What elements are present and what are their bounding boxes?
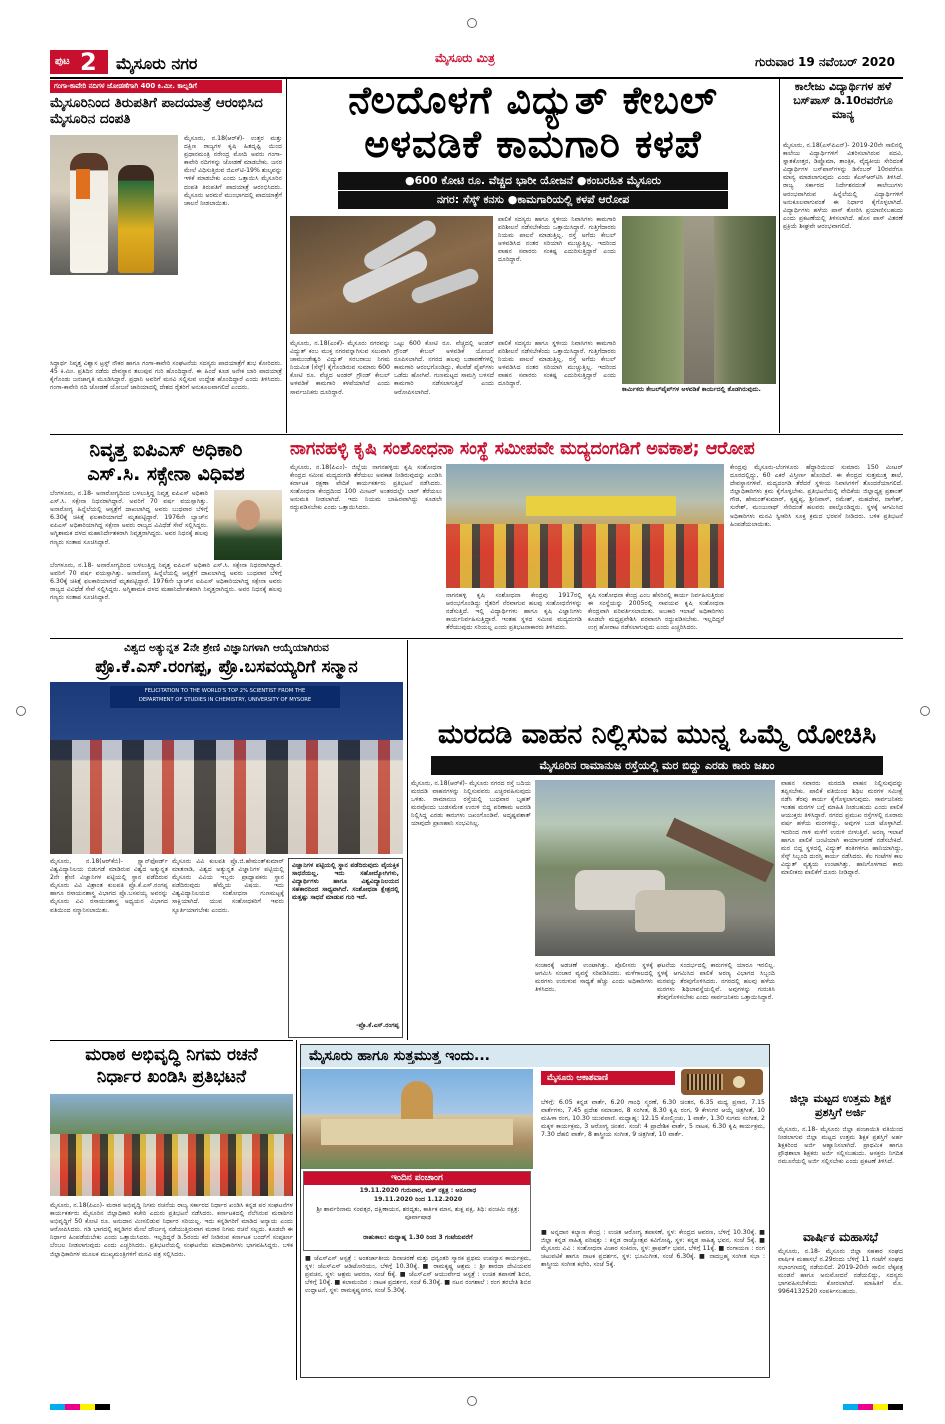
events-left: ■ ಜೆಎಸ್‌ಎಸ್ ಆಸ್ಪತ್ರೆ : ಅಂತರ್ಜಾತೀಯ ದಿನಾಚರಣೆ ಮತ್ತು ಧನ್ವಂತರಿ ಸ್ಮಾರಕ ಪ್ರಥಮ ಉಪನ್ಯಾಸ ಕಾರ್ಯಕ್ರಮ, ಸ್ಥಳ: ಜೆಎಸ್‌ಎಸ್ ಆಡಿಟೋರಿಯಂ, ಬೆಳಿಗ್ಗೆ 10.30ಕ್ಕೆ. ■ ರಾಮಕೃಷ್ಣ ಆಶ್ರಮ : ಶ್ರೀ ಶಾರದಾ ದೇವಿಯವರ ಪ್ರವಚನ, ಸ್ಥಳ: ಆಶ್ರಮ ಆವರಣ, ಸಂಜೆ 6ಕ್ಕೆ. ■ ಜೆಎಸ್‌ಎಸ್ ಆಯುರ್ವೇದ ಆಸ್ಪತ್ರೆ : ಉಚಿತ ತಪಾಸಣೆ ಶಿಬಿರ, ಬೆಳಿಗ್ಗೆ 10ಕ್ಕೆ. ■ ಕಲಾಮಂದಿರ : ನಾಟಕ ಪ್ರದರ್ಶನ, ಸಂಜೆ 6.30ಕ್ಕೆ. ■ ನಟನ ರಂಗಶಾಲೆ : ರಂಗ ತರಬೇತಿ ಶಿಬಿರ ಉದ್ಘಾಟನೆ, ಸ್ಥಳ: ರಾಮಕೃಷ್ಣನಗರ, ಸಂಜೆ 5.30ಕ್ಕೆ. xyxy=(305,1255,531,1295)
award-headline: ಜಿಲ್ಲಾ ಮಟ್ಟದ ಉತ್ತಮ ಶಿಕ್ಷಕ ಪ್ರಶಸ್ತಿಗೆ ಅರ್ಜಿ xyxy=(789,1092,892,1119)
tree-body-col: ವಾಹನ ಸವಾರರು ಮರದಡಿ ವಾಹನ ನಿಲ್ಲಿಸುವುದನ್ನು ತಪ್ಪಿಸಬೇಕು. ಪಾಲಿಕೆ ವತಿಯಿಂದ ಶಿಥಿಲ ಮರಗಳ ಸಮೀಕ್ಷೆ ನಡೆಸಿ ತೆರವು ಕಾರ್ಯ ಕೈಗೊಳ್ಳಲಾಗುವುದು. ಸಾರ್ವಜನಿಕರು ಇಂತಹ ಮರಗಳ ಬಗ್ಗೆ ಮಾಹಿತಿ ನೀಡಬಹುದು ಎಂದು ಪಾಲಿಕೆ ಆಯುಕ್ತರು ತಿಳಿಸಿದ್ದಾರೆ. ನಗರದ ಪ್ರಮುಖ ರಸ್ತೆಗಳಲ್ಲಿ ನೂರಾರು ವರ್ಷ ಹಳೆಯ ಮರಗಳಿದ್ದು, ಅವುಗಳ ಬುಡ ಟೊಳ್ಳಾಗಿದೆ. ಇದರಿಂದ ಗಾಳಿ ಮಳೆಗೆ ಉರುಳಿ ಬೀಳುತ್ತಿವೆ. ಅರಣ್ಯ ಇಲಾಖೆ ಹಾಗೂ ಪಾಲಿಕೆ ಜಂಟಿಯಾಗಿ ಕಾರ್ಯಾಚರಣೆ ನಡೆಸಬೇಕಿದೆ. ಮರ ಬಿದ್ದ ಸ್ಥಳದಲ್ಲಿ ವಿದ್ಯುತ್ ತಂತಿಗಳಿಗೂ ಹಾನಿಯಾಗಿದ್ದು, ಸೆಸ್ಕ್ ಸಿಬ್ಬಂದಿ ದುರಸ್ತಿ ಕಾರ್ಯ ನಡೆಸಿದರು. ಕೆಲ ಗಂಟೆಗಳ ಕಾಲ ವಿದ್ಯುತ್ ವ್ಯತ್ಯಯ ಉಂಟಾಗಿತ್ತು. ಹಾನಿಗೊಳಗಾದ ಕಾರು ಮಾಲೀಕರು ಪಾಲಿಕೆಗೆ ದೂರು ನೀಡಿದ್ದಾರೆ. xyxy=(781,780,903,877)
palace-photo xyxy=(301,1069,533,1169)
col-divider-3 xyxy=(407,640,408,1040)
col-divider-2 xyxy=(779,78,780,433)
panchanga-title-bar xyxy=(304,1172,530,1185)
story-maratha xyxy=(50,1044,293,1378)
ips-headline-1: ನಿವೃತ್ತ ಐಪಿಎಸ್ ಅಧಿಕಾರಿ xyxy=(89,439,243,461)
cable-body-mid: ಒಟ್ಟು 600 ಕೋಟಿ ರೂ. ವೆಚ್ಚದಲ್ಲಿ ಅಂಡರ್ ಗ್ರೌಂಡ್ ಕೇಬಲ್ ಅಳವಡಿಕೆ ಯೋಜನೆ ರೂಪಿಸಲಾಗಿದೆ. ನಗರದ ಹಲವು ಬಡಾವಣೆಗಳಲ್ಲಿ ಕಾಮಗಾರಿ ಆರಂಭಗೊಂಡಿದ್ದು, ಕೆಲವೆಡೆ ಪೈಪ್‌ಗಳು ಒಡೆದು ಹೋಗಿವೆ. ಗುಣಮಟ್ಟದ ಸಾಮಗ್ರಿ ಬಳಸದೆ ಕಾಮಗಾರಿ ನಡೆಸಲಾಗುತ್ತಿದೆ ಎಂದು ಆರೋಪಿಸಲಾಗಿದೆ. xyxy=(394,340,494,396)
cable-subhead-2: ನಗರ: ಸೆಸ್ಕ್ ಕನಸು ●ಕಾಮಗಾರಿಯಲ್ಲಿ ಕಳಪೆ ಆರೋಪ xyxy=(338,191,728,209)
sci-quote: ವಿಜ್ಞಾನಿಗಳ ಪಟ್ಟಿಯಲ್ಲಿ ಸ್ಥಾನ ಪಡೆದಿರುವುದು ವೈಯಕ್ತಿಕ ಸಾಧನೆಯಲ್ಲ. ಇದು ಸಹೋದ್ಯೋಗಿಗಳು, ವಿದ್ಯಾರ್ಥಿಗಳು ಹಾಗೂ ವಿಶ್ವವಿದ್ಯಾನಿಲಯದ ಸಹಕಾರದಿಂದ ಸಾಧ್ಯವಾಗಿದೆ. ಸಂಶೋಧನಾ ಕ್ಷೇತ್ರದಲ್ಲಿ ಮತ್ತಷ್ಟು ಸಾಧನೆ ಮಾಡುವ ಗುರಿ ಇದೆ. xyxy=(292,862,399,902)
issue-date: ಗುರುವಾರ 19 ನವೆಂಬರ್ 2020 xyxy=(755,55,895,69)
naga-body-left: ಮೈಸೂರು, ನ.18(ಪಿಎಂ)- ಜಿಲ್ಲೆಯ ನಾಗನಹಳ್ಳಿಯ ಕೃಷಿ ಸಂಶೋಧನಾ ಕೇಂದ್ರದ ಸಮೀಪ ಮದ್ಯದಂಗಡಿ ತೆರೆಯಲು ಅವಕಾಶ ನೀಡಿರುವುದನ್ನು ಖಂಡಿಸಿ ಕರ್ನಾಟಕ ರಕ್ಷಣಾ ವೇದಿಕೆ ಕಾರ್ಯಕರ್ತರು ಪ್ರತಿಭಟನೆ ನಡೆಸಿದರು. ಸಂಶೋಧನಾ ಕೇಂದ್ರದಿಂದ 100 ಮೀಟರ್ ಅಂತರದಲ್ಲೇ ಬಾರ್ ತೆರೆಯಲು ಅನುಮತಿ ನೀಡಲಾಗಿದೆ. ಇದು ನಿಯಮ ಬಾಹಿರವಾಗಿದ್ದು ಕೂಡಲೇ ರದ್ದುಪಡಿಸಬೇಕು ಎಂದು ಒತ್ತಾಯಿಸಿದರು. xyxy=(290,464,442,512)
tree-body-right: ಘಟನೆಯ ಸಂದರ್ಭದಲ್ಲಿ ಕಾರುಗಳಲ್ಲಿ ಯಾರೂ ಇರಲಿಲ್ಲ. ಸ್ಥಳಕ್ಕೆ ಆಗಮಿಸಿದ ಪಾಲಿಕೆ ಅರಣ್ಯ ವಿಭಾಗದ ಸಿಬ್ಬಂದಿ ಮರವನ್ನು ತೆರವುಗೊಳಿಸಿದರು. ನಗರದಲ್ಲಿ ಹಲವು ಹಳೆಯ ಮರಗಳು ಶಿಥಿಲಾವಸ್ಥೆಯಲ್ಲಿವೆ. ಅವುಗಳನ್ನು ಗುರುತಿಸಿ ತೆರವುಗೊಳಿಸಬೇಕು ಎಂದು ಸಾರ್ವಜನಿಕರು ಒತ್ತಾಯಿಸಿದ್ದಾರೆ. xyxy=(657,962,775,1002)
story-tree xyxy=(411,718,903,1038)
cable-body-mid-top: ಪಾಲಿಕೆ ಸದಸ್ಯರು ಹಾಗೂ ಸ್ಥಳೀಯ ನಿವಾಸಿಗಳು ಕಾಮಗಾರಿ ಪರಿಶೀಲನೆ ನಡೆಸಬೇಕೆಂದು ಒತ್ತಾಯಿಸಿದ್ದಾರೆ. ಗುತ್ತಿಗೆದಾರರು ನಿಯಮ ಪಾಲನೆ ಮಾಡುತ್ತಿಲ್ಲ. ರಸ್ತೆ ಅಗೆದು ಕೇಬಲ್ ಅಳವಡಿಸಿದ ನಂತರ ಸರಿಯಾಗಿ ಮುಚ್ಚುತ್ತಿಲ್ಲ. ಇದರಿಂದ ವಾಹನ ಸವಾರರು ಸಂಕಷ್ಟ ಎದುರಿಸುತ್ತಿದ್ದಾರೆ ಎಂದು ದೂರಿದ್ದಾರೆ. xyxy=(498,216,616,264)
bus-headline: ಕಾಲೇಜು ವಿದ್ಯಾರ್ಥಿಗಳ ಹಳೆ ಬಸ್‌ಪಾಸ್ ಡಿ.10ರವರೆಗೂ ಮಾನ್ಯ xyxy=(793,80,893,121)
tree-photo xyxy=(535,780,775,956)
cable-caption: ಕಾರ್ಮಿಕರು ಕೇಬಲ್‌ಪೈಪ್‌ಗಳ ಅಳವಡಿಕೆ ಕಾರ್ಯದಲ್ಲಿ ತೊಡಗಿರುವುದು. xyxy=(622,386,761,393)
banner-line-2: DEPARTMENT OF STUDIES IN CHEMISTRY, UNIVERSITY OF MYSORE xyxy=(138,697,312,703)
maratha-headline-1: ಮರಾಠ ಅಭಿವೃದ್ಧಿ ನಿಗಮ ರಚನೆ xyxy=(85,1045,258,1065)
pilgrim-headline: ಮೈಸೂರಿನಿಂದ ತಿರುಪತಿಗೆ ಪಾದಯಾತ್ರೆ ಆರಂಭಿಸಿದ ಮೈಸೂರಿನ ದಂಪತಿ xyxy=(50,95,263,127)
cable-body-left: ಮೈಸೂರು, ನ.18(ಎಂಕೆ)- ಮೈಸೂರು ನಗರವನ್ನು ವಿದ್ಯುತ್ ಕಂಬ ಮುಕ್ತ ನಗರವನ್ನಾಗಿಸುವ ಸಲುವಾಗಿ ಚಾಮುಂಡೇಶ್ವರಿ ವಿದ್ಯುತ್ ಸರಬರಾಜು ನಿಗಮ ನಿಯಮಿತ (ಸೆಸ್ಕ್) ಕೈಗೊಂಡಿರುವ ಸುಮಾರು 600 ಕೋಟಿ ರೂ. ವೆಚ್ಚದ ಅಂಡರ್ ಗ್ರೌಂಡ್ ಕೇಬಲ್ ಅಳವಡಿಕೆ ಕಾಮಗಾರಿ ಕಳಪೆಯಾಗಿದೆ ಎಂದು ಸಾರ್ವಜನಿಕರು ದೂರಿದ್ದಾರೆ. xyxy=(290,340,390,396)
pilgrim-body-full: ಸಿದ್ದಾರ್ಥ ನಿವೃತ್ತ ವಿಶ್ವಾಸ ಟ್ರಸ್ಟ್ ನೌಕರ ಹಾಗೂ ಗಂಗಾ-ಕಾವೇರಿ ಸಂಘಟನೆಯ ಸದಸ್ಯರು ಪಾದಯಾತ್ರೆಗೆ ಶುಭ ಕೋರಿದರು. 45 ಕಿ.ಮೀ. ಪ್ರತಿದಿನ ನಡೆದು ದೇವಸ್ಥಾನ ತಲುಪುವ ಗುರಿ ಹೊಂದಿದ್ದಾರೆ. ಈ ಹಿಂದೆ ಕೂಡ ಅನೇಕ ಬಾರಿ ಪಾದಯಾತ್ರೆ ಕೈಗೊಂಡು ಜನಜಾಗೃತಿ ಮೂಡಿಸಿದ್ದಾರೆ. ಪ್ರಧಾನಿ ಅವರಿಗೆ ಮನವಿ ಸಲ್ಲಿಸುವ ಉದ್ದೇಶ ಹೊಂದಿದ್ದಾರೆ ಎಂದು ತಿಳಿಸಿದರು. ಗಂಗಾ-ಕಾವೇರಿ ನದಿ ಜೋಡಣೆ ಯೋಜನೆ ಜಾರಿಯಾದಲ್ಲಿ ದೇಶದ ರೈತರಿಗೆ ಅನುಕೂಲವಾಗಲಿದೆ ಎಂದರು. xyxy=(50,360,282,392)
sci-quote-author: -ಪ್ರೊ.ಕೆ.ಎಸ್.ರಂಗಪ್ಪ xyxy=(356,1022,399,1029)
tree-body-bottom: ಸಂಚಾರಕ್ಕೆ ಅಡಚಣೆ ಉಂಟಾಗಿತ್ತು. ಪೊಲೀಸರು ಸ್ಥಳಕ್ಕೆ ಆಗಮಿಸಿ ಸಂಚಾರ ವ್ಯವಸ್ಥೆ ಸರಿಪಡಿಸಿದರು. ಮಳೆಗಾಲದಲ್ಲಿ ಮರಗಳು ಉರುಳುವ ಸಾಧ್ಯತೆ ಹೆಚ್ಚು ಎಂದು ಅಧಿಕಾರಿಗಳು ತಿಳಿಸಿದರು. xyxy=(535,962,653,994)
panchanga-line-4: ರಾಹುಕಾಲ: ಮಧ್ಯಾಹ್ನ 1.30 ರಿಂದ 3 ಗಂಟೆಯವರೆಗೆ xyxy=(363,1234,473,1241)
car-2 xyxy=(635,890,725,932)
tree-headline: ಮರದಡಿ ವಾಹನ ನಿಲ್ಲಿಸುವ ಮುನ್ನ ಒಮ್ಮೆ ಯೋಚಿಸಿ xyxy=(437,719,877,750)
hrule-1 xyxy=(50,434,903,435)
masthead xyxy=(50,48,903,78)
naga-photo xyxy=(446,464,724,588)
naga-body-right: ಕೇಂದ್ರವು ಮೈಸೂರು-ಬೆಂಗಳೂರು ಹೆದ್ದಾರಿಯಿಂದ ಸುಮಾರು 150 ಮೀಟರ್ ದೂರದಲ್ಲಿದ್ದು, 60 ಎಕರೆ ವಿಸ್ತೀರ್ಣ ಹೊಂದಿದೆ. ಈ ಕೇಂದ್ರದ ಸುತ್ತಮುತ್ತ ಶಾಲೆ, ದೇವಸ್ಥಾನಗಳಿವೆ. ಮದ್ಯದಂಗಡಿ ತೆರೆದರೆ ಸ್ಥಳೀಯ ನಿವಾಸಿಗಳಿಗೆ ತೊಂದರೆಯಾಗಲಿದೆ. ಜಿಲ್ಲಾಧಿಕಾರಿಗಳು ಕ್ರಮ ಕೈಗೊಳ್ಳಬೇಕು. ಪ್ರತಿಭಟನೆಯಲ್ಲಿ ವೇದಿಕೆಯ ಜಿಲ್ಲಾಧ್ಯಕ್ಷ ಪ್ರಶಾಂತ್ ಗೌಡ, ಹೇಮಂತ್‌ಕುಮಾರ್, ಕೃಷ್ಣಪ್ಪ, ಶ್ರೀನಿವಾಸ್, ರಮೇಶ್, ಮಹದೇವ, ನಾಗೇಶ್, ಸುರೇಶ್, ಮಂಜುನಾಥ್ ಸೇರಿದಂತೆ ಹಲವರು ಪಾಲ್ಗೊಂಡಿದ್ದರು. ಸ್ಥಳಕ್ಕೆ ಆಗಮಿಸಿದ ಅಧಿಕಾರಿಗಳು ಮನವಿ ಸ್ವೀಕರಿಸಿ ಸೂಕ್ತ ಕ್ರಮದ ಭರವಸೆ ನೀಡಿದರು. ಬಳಿಕ ಪ್ರತಿಭಟನೆ ಹಿಂಪಡೆಯಲಾಯಿತು. xyxy=(730,464,903,528)
section-title: ಮೈಸೂರು ನಗರ xyxy=(116,54,198,73)
hrule-3 xyxy=(50,1040,293,1041)
radio-speaker xyxy=(687,1074,723,1090)
registration-mark-bottom xyxy=(467,1396,477,1406)
col-divider-4 xyxy=(296,1040,297,1380)
col-divider xyxy=(286,78,287,433)
sci-body-2: ಮೈಸೂರು ವಿವಿ ಕುಲಪತಿ ಪ್ರೊ.ಜಿ.ಹೇಮಂತ್‌ಕುಮಾರ್ ಮಾತನಾಡಿ, ವಿಶ್ವದ ಅತ್ಯುನ್ನತ ವಿಜ್ಞಾನಿಗಳ ಪಟ್ಟಿಯಲ್ಲಿ ಮೈಸೂರು ವಿವಿಯ ಇಬ್ಬರು ಪ್ರಾಧ್ಯಾಪಕರು ಸ್ಥಾನ ಪಡೆದಿರುವುದು ಹೆಮ್ಮೆಯ ವಿಷಯ. ಇದು ವಿಶ್ವವಿದ್ಯಾನಿಲಯದ ಸಂಶೋಧನಾ ಗುಣಮಟ್ಟಕ್ಕೆ ಸಾಕ್ಷಿಯಾಗಿದೆ. ಯುವ ಸಂಶೋಧಕರಿಗೆ ಇವರು ಸ್ಫೂರ್ತಿಯಾಗಬೇಕು ಎಂದರು. xyxy=(172,858,284,914)
pilgrim-photo xyxy=(50,135,178,275)
page-number: 2 xyxy=(80,48,97,76)
figure-woman xyxy=(118,165,154,273)
story-bus xyxy=(783,80,903,433)
today-title: ಮೈಸೂರು ಹಾಗೂ ಸುತ್ತಮುತ್ತ ಇಂದು... xyxy=(309,1048,490,1064)
banner-line-1: FELICITATION TO THE WORLD'S TOP 2% SCIENTIST FROM THE xyxy=(144,688,306,694)
figure-man-scarf xyxy=(76,169,90,199)
trench xyxy=(684,216,714,384)
panchanga-box xyxy=(303,1171,531,1251)
ips-body-top: ಬೆಂಗಳೂರು, ನ.18- ಅನಾರೋಗ್ಯದಿಂದ ಬಳಲುತ್ತಿದ್ದ ನಿವೃತ್ತ ಐಪಿಎಸ್ ಅಧಿಕಾರಿ ಎಸ್.ಸಿ. ಸಕ್ಸೇನಾ ನಿಧನರಾಗಿದ್ದಾರೆ. ಅವರಿಗೆ 70 ವರ್ಷ ವಯಸ್ಸಾಗಿತ್ತು. ಅನಾರೋಗ್ಯ ಹಿನ್ನೆಲೆಯಲ್ಲಿ ಆಸ್ಪತ್ರೆಗೆ ದಾಖಲಾಗಿದ್ದ ಅವರು ಬುಧವಾರ ಬೆಳಿಗ್ಗೆ 6.30ಕ್ಕೆ ಚಿಕಿತ್ಸೆ ಫಲಕಾರಿಯಾಗದೆ ಮೃತಪಟ್ಟಿದ್ದಾರೆ. 1976ನೇ ಬ್ಯಾಚ್‌ನ ಐಪಿಎಸ್ ಅಧಿಕಾರಿಯಾಗಿದ್ದ ಸಕ್ಸೇನಾ ಅವರು ರಾಜ್ಯದ ವಿವಿಧೆಡೆ ಸೇವೆ ಸಲ್ಲಿಸಿದ್ದರು. ಅಗ್ನಿಶಾಮಕ ದಳದ ಮಹಾನಿರ್ದೇಶಕರಾಗಿ ನಿವೃತ್ತರಾಗಿದ್ದರು. ಅವರ ನಿಧನಕ್ಕೆ ಹಲವು ಗಣ್ಯರು ಸಂತಾಪ ಸೂಚಿಸಿದ್ದಾರೆ. xyxy=(50,490,208,546)
cable-subhead-1: ●600 ಕೋಟಿ ರೂ. ವೆಚ್ಚದ ಭಾರೀ ಯೋಜನೆ ●ಕಂಬರಹಿತ ಮೈಸೂರು xyxy=(338,172,728,190)
sci-body: ಮೈಸೂರು, ನ.18(ಆರ್‌ಕೆಬಿ)- ಸ್ಟ್ಯಾನ್‌ಫೋರ್ಡ್ ವಿಶ್ವವಿದ್ಯಾನಿಲಯ ಬಿಡುಗಡೆ ಮಾಡಿರುವ ವಿಶ್ವದ ಅತ್ಯುನ್ನತ 2ನೇ ಶ್ರೇಣಿ ವಿಜ್ಞಾನಿಗಳ ಪಟ್ಟಿಯಲ್ಲಿ ಸ್ಥಾನ ಪಡೆದಿರುವ ಮೈಸೂರು ವಿವಿ ವಿಶ್ರಾಂತ ಕುಲಪತಿ ಪ್ರೊ.ಕೆ.ಎಸ್.ರಂಗಪ್ಪ ಹಾಗೂ ರಸಾಯನಶಾಸ್ತ್ರ ವಿಭಾಗದ ಪ್ರೊ.ಬಸವಯ್ಯ ಅವರನ್ನು ಮೈಸೂರು ವಿವಿ ರಸಾಯನಶಾಸ್ತ್ರ ಅಧ್ಯಯನ ವಿಭಾಗದ ವತಿಯಿಂದ ಸನ್ಮಾನಿಸಲಾಯಿತು. xyxy=(50,858,168,914)
radio-icon xyxy=(681,1069,763,1095)
cable-photo-pipes xyxy=(290,216,493,334)
story-pilgrim xyxy=(50,80,282,433)
ips-headline-2: ಎಸ್.ಸಿ. ಸಕ್ಸೇನಾ ವಿಧಿವಶ xyxy=(87,463,245,485)
palace-dome xyxy=(401,1081,433,1121)
maratha-headline-2: ನಿರ್ಧಾರ ಖಂಡಿಸಿ ಪ್ರತಿಭಟನೆ xyxy=(96,1067,247,1087)
sci-photo xyxy=(50,682,403,854)
sci-kicker: ವಿಶ್ವದ ಅತ್ಯುನ್ನತ 2ನೇ ಶ್ರೇಣಿ ವಿಜ್ಞಾನಿಗಳಾಗಿ ಆಯ್ಕೆಯಾಗಿರುವ xyxy=(124,642,329,654)
palace-body xyxy=(321,1119,513,1145)
naga-body-bottom: ಕೃಷಿ ಸಂಶೋಧನಾ ಕೇಂದ್ರ ಎಂಬ ಹೆಸರಿನಲ್ಲಿ ಕಾರ್ಯ ನಿರ್ವಹಿಸುತ್ತಿರುವ ಈ ಸಂಸ್ಥೆಯನ್ನು 2005ರಲ್ಲಿ ಸಾವಯವ ಕೃಷಿ ಸಂಶೋಧನಾ ಕೇಂದ್ರವಾಗಿ ಪರಿವರ್ತಿಸಲಾಯಿತು. ಅಬಕಾರಿ ಇಲಾಖೆ ಅಧಿಕಾರಿಗಳು ಕೂಡಲೇ ಮಧ್ಯಪ್ರವೇಶಿಸಿ ಪರವಾನಗಿ ರದ್ದುಪಡಿಸಬೇಕು. ಇಲ್ಲದಿದ್ದರೆ ಉಗ್ರ ಹೋರಾಟ ನಡೆಸಲಾಗುವುದು ಎಂದು ಎಚ್ಚರಿಸಿದರು. xyxy=(588,592,724,632)
story-naganahalli xyxy=(290,438,903,636)
panchanga-line-1: 19.11.2020 ಗುರುವಾರ, ಮಕ್ ನಕ್ಷತ್ರ : ಅನೂರಾಧ xyxy=(359,1187,477,1194)
registration-mark-left xyxy=(16,706,26,716)
pilgrim-body-side: ಮೈಸೂರು, ನ.18(ಆರ್‌ಕೆ)- ಉತ್ತರ ಮತ್ತು ದಕ್ಷಿಣ ರಾಜ್ಯಗಳ ಕೃಷಿ ಹಿತದೃಷ್ಟಿ ಯಿಂದ ಪ್ರಧಾನಮಂತ್ರಿ ನರೇಂದ್ರ ಮೋದಿ ಅವರು ಗಂಗಾ-ಕಾವೇರಿ ನದಿಗಳನ್ನು ಜೋಡಣೆ ಮಾಡಬೇಕು. ಜನರ ಮೇಲೆ ವಿಧಿಸುತ್ತಿರುವ ಜಿಎಸ್‌ಟಿ-19% ಶುಲ್ಕವನ್ನು ಇಳಿಕೆ ಮಾಡಬೇಕು ಎಂದು ಒತ್ತಾಯಿಸಿ ಮೈಸೂರಿನ ದಂಪತಿ ತಿರುಪತಿಗೆ ಪಾದಯಾತ್ರೆ ಆರಂಭಿಸಿದರು. ಮೈಸೂರು ಅರಮನೆ ಮುಂಭಾಗದಲ್ಲಿ ಪಾದಯಾತ್ರೆಗೆ ಚಾಲನೆ ನೀಡಲಾಯಿತು. xyxy=(184,135,282,207)
ips-body: ಬೆಂಗಳೂರು, ನ.18- ಅನಾರೋಗ್ಯದಿಂದ ಬಳಲುತ್ತಿದ್ದ ನಿವೃತ್ತ ಐಪಿಎಸ್ ಅಧಿಕಾರಿ ಎಸ್.ಸಿ. ಸಕ್ಸೇನಾ ನಿಧನರಾಗಿದ್ದಾರೆ. ಅವರಿಗೆ 70 ವರ್ಷ ವಯಸ್ಸಾಗಿತ್ತು. ಅನಾರೋಗ್ಯ ಹಿನ್ನೆಲೆಯಲ್ಲಿ ಆಸ್ಪತ್ರೆಗೆ ದಾಖಲಾಗಿದ್ದ ಅವರು ಬುಧವಾರ ಬೆಳಿಗ್ಗೆ 6.30ಕ್ಕೆ ಚಿಕಿತ್ಸೆ ಫಲಕಾರಿಯಾಗದೆ ಮೃತಪಟ್ಟಿದ್ದಾರೆ. 1976ನೇ ಬ್ಯಾಚ್‌ನ ಐಪಿಎಸ್ ಅಧಿಕಾರಿಯಾಗಿದ್ದ ಸಕ್ಸೇನಾ ಅವರು ರಾಜ್ಯದ ವಿವಿಧೆಡೆ ಸೇವೆ ಸಲ್ಲಿಸಿದ್ದರು. ಅಗ್ನಿಶಾಮಕ ದಳದ ಮಹಾನಿರ್ದೇಶಕರಾಗಿ ನಿವೃತ್ತರಾಗಿದ್ದರು. ಅವರ ನಿಧನಕ್ಕೆ ಹಲವು ಗಣ್ಯರು ಸಂತಾಪ ಸೂಚಿಸಿದ್ದಾರೆ. xyxy=(50,562,282,602)
radio-title: ಮೈಸೂರು ಆಕಾಶವಾಣಿ xyxy=(547,1073,608,1083)
panchanga-title: ಇಂದಿನ ಪಂಚಾಂಗ xyxy=(391,1173,443,1183)
tree-body-left: ಮೈಸೂರು, ನ.18(ಆರ್‌ಕೆ)- ಮೈಸೂರು ನಗರದ ರಸ್ತೆ ಬದಿಯ ಮರದಡಿ ವಾಹನಗಳನ್ನು ನಿಲ್ಲಿಸುವವರು ಎಚ್ಚರವಹಿಸುವುದು ಒಳಿತು. ರಾಮಾನುಜ ರಸ್ತೆಯಲ್ಲಿ ಬುಧವಾರ ಬೃಹತ್ ಮರವೊಂದು ಬುಡಸಮೇತ ಉರುಳಿ ಬಿದ್ದ ಪರಿಣಾಮ ಅದರಡಿ ನಿಲ್ಲಿಸಿದ್ದ ಎರಡು ಕಾರುಗಳು ಜಖಂಗೊಂಡಿವೆ. ಅದೃಷ್ಟವಶಾತ್ ಯಾವುದೇ ಪ್ರಾಣಹಾನಿ ಸಂಭವಿಸಿಲ್ಲ. xyxy=(411,780,531,828)
panchanga-line-2: 19.11.2020 ರಿಂದ 1.12.2020 xyxy=(373,1196,463,1203)
meeting-body: ಮೈಸೂರು, ನ.18- ಮೈಸೂರು ಜಿಲ್ಲಾ ಸಹಕಾರ ಸಂಘದ ವಾರ್ಷಿಕ ಮಹಾಸಭೆ ನ.29ರಂದು ಬೆಳಿಗ್ಗೆ 11 ಗಂಟೆಗೆ ಸಂಘದ ಸಭಾಂಗಣದಲ್ಲಿ ನಡೆಯಲಿದೆ. 2019-20ನೇ ಸಾಲಿನ ಲೆಕ್ಕಪತ್ರ ಮಂಡನೆ ಹಾಗೂ ಅನುಮೋದನೆ ನಡೆಯಲಿದ್ದು, ಸದಸ್ಯರು ಭಾಗವಹಿಸಬೇಕೆಂದು ಕೋರಲಾಗಿದೆ. ಮಾಹಿತಿಗೆ ಮೊ. 9964132520 ಸಂಪರ್ಕಿಸಬಹುದು. xyxy=(778,1248,903,1296)
registration-mark-top xyxy=(467,18,477,28)
story-scientists xyxy=(50,642,403,1038)
banner xyxy=(526,496,676,516)
page-badge xyxy=(50,50,108,74)
maratha-photo xyxy=(50,1094,293,1196)
meeting-headline: ವಾರ್ಷಿಕ ಮಹಾಸಭೆ xyxy=(803,1230,878,1244)
sci-headline: ಪ್ರೊ.ಕೆ.ಎಸ್.ರಂಗಪ್ಪ, ಪ್ರೊ.ಬಸವಯ್ಯರಿಗೆ ಸನ್ಮಾನ xyxy=(95,657,358,677)
cable-photo-trench xyxy=(622,216,776,384)
registration-mark-right xyxy=(920,706,930,716)
award-body: ಮೈಸೂರು, ನ.18- ಮೈಸೂರು ಜಿಲ್ಲಾ ಪಂಚಾಯಿತಿ ವತಿಯಿಂದ ನೀಡಲಾಗುವ ಜಿಲ್ಲಾ ಮಟ್ಟದ ಉತ್ತಮ ಶಿಕ್ಷಕ ಪ್ರಶಸ್ತಿಗೆ ಅರ್ಹ ಶಿಕ್ಷಕರಿಂದ ಅರ್ಜಿ ಆಹ್ವಾನಿಸಲಾಗಿದೆ. ಪ್ರಾಥಮಿಕ ಹಾಗೂ ಪ್ರೌಢಶಾಲಾ ಶಿಕ್ಷಕರು ಅರ್ಜಿ ಸಲ್ಲಿಸಬಹುದು. ಆಸಕ್ತರು ನಿಗದಿತ ನಮೂನೆಯಲ್ಲಿ ಅರ್ಜಿ ಸಲ್ಲಿಸಬೇಕು ಎಂದು ಪ್ರಕಟಣೆ ತಿಳಿಸಿದೆ. xyxy=(778,1126,903,1166)
ips-portrait xyxy=(214,490,282,560)
color-bar-right xyxy=(843,1404,903,1410)
story-award xyxy=(778,1044,903,1378)
story-ips xyxy=(50,438,282,636)
fallen-trunk xyxy=(666,818,774,883)
color-bar-left xyxy=(50,1404,110,1410)
naga-headline: ನಾಗನಹಳ್ಳಿ ಕೃಷಿ ಸಂಶೋಧನಾ ಸಂಸ್ಥೆ ಸಮೀಪವೇ ಮದ್ಯದಂಗಡಿಗೆ ಅವಕಾಶ; ಆರೋಪ xyxy=(290,439,755,459)
tree-subhead: ಮೈಸೂರಿನ ರಾಮಾನುಜ ರಸ್ತೆಯಲ್ಲಿ ಮರ ಬಿದ್ದು ಎರಡು ಕಾರು ಜಖಂ xyxy=(431,756,883,775)
events-right: ■ ಅನ್ನದಾನ ಕಲ್ಯಾಣ ಕೇಂದ್ರ : ಉಚಿತ ಆರೋಗ್ಯ ತಪಾಸಣೆ, ಸ್ಥಳ: ಕೇಂದ್ರದ ಆವರಣ, ಬೆಳಿಗ್ಗೆ 10.30ಕ್ಕೆ. ■ ಜಿಲ್ಲಾ ಕನ್ನಡ ಸಾಹಿತ್ಯ ಪರಿಷತ್ತು : ಕನ್ನಡ ರಾಜ್ಯೋತ್ಸವ ಕವಿಗೋಷ್ಠಿ, ಸ್ಥಳ: ಕನ್ನಡ ಸಾಹಿತ್ಯ ಭವನ, ಸಂಜೆ 5ಕ್ಕೆ. ■ ಮೈಸೂರು ವಿವಿ : ಸಂಶೋಧನಾ ವಿಚಾರ ಸಂಕಿರಣ, ಸ್ಥಳ: ಕ್ರಾಫರ್ಡ್ ಭವನ, ಬೆಳಿಗ್ಗೆ 11ಕ್ಕೆ. ■ ರಂಗಾಯಣ : ರಂಗ ಚಟುವಟಿಕೆ ಹಾಗೂ ನಾಟಕ ಪ್ರದರ್ಶನ, ಸ್ಥಳ: ಭೂಮಿಗೀತ, ಸಂಜೆ 6.30ಕ್ಕೆ. ■ ನಾದಬ್ರಹ್ಮ ಸಂಗೀತ ಸಭಾ : ಶಾಸ್ತ್ರೀಯ ಸಂಗೀತ ಕಛೇರಿ, ಸಂಜೆ 5ಕ್ಕೆ. xyxy=(541,1229,765,1269)
maratha-body: ಮೈಸೂರು, ನ.18(ಪಿಎಂ)- ಮರಾಠ ಅಭಿವೃದ್ಧಿ ನಿಗಮ ರಚನೆಯ ರಾಜ್ಯ ಸರ್ಕಾರದ ನಿರ್ಧಾರ ಖಂಡಿಸಿ ಕನ್ನಡ ಪರ ಸಂಘಟನೆಗಳ ಕಾರ್ಯಕರ್ತರು ಮೈಸೂರಿನ ಜಿಲ್ಲಾಧಿಕಾರಿ ಕಚೇರಿ ಎದುರು ಪ್ರತಿಭಟನೆ ನಡೆಸಿದರು. ಕರ್ನಾಟಕದಲ್ಲಿ ನೆಲೆಸಿರುವ ಮರಾಠಿಗರ ಅಭಿವೃದ್ಧಿಗೆ 50 ಕೋಟಿ ರೂ. ಅನುದಾನ ಮೀಸಲಿಡುವ ನಿರ್ಧಾರ ಸರಿಯಲ್ಲ. ಇದು ಕನ್ನಡಿಗರಿಗೆ ಮಾಡಿದ ಅನ್ಯಾಯ ಎಂದು ಆರೋಪಿಸಿದರು. ಗಡಿ ಭಾಗದಲ್ಲಿ ಕನ್ನಡಿಗರ ಮೇಲೆ ದೌರ್ಜನ್ಯ ನಡೆಯುತ್ತಿರುವಾಗ ಮರಾಠ ನಿಗಮ ರಚನೆ ಸಲ್ಲದು. ಕೂಡಲೇ ಈ ನಿರ್ಧಾರ ಹಿಂಪಡೆಯಬೇಕು ಎಂದು ಒತ್ತಾಯಿಸಿದರು. ಇಲ್ಲದಿದ್ದರೆ ಡಿ.5ರಂದು ಕರೆ ನೀಡಿರುವ ಕರ್ನಾಟಕ ಬಂದ್‌ಗೆ ಸಂಪೂರ್ಣ ಬೆಂಬಲ ನೀಡಲಾಗುವುದು ಎಂದು ಎಚ್ಚರಿಸಿದರು. ಪ್ರತಿಭಟನೆಯಲ್ಲಿ ಸಂಘಟನೆಯ ಪದಾಧಿಕಾರಿಗಳು ಭಾಗವಹಿಸಿದ್ದರು. ಬಳಿಕ ಜಿಲ್ಲಾಧಿಕಾರಿಗಳ ಮೂಲಕ ಮುಖ್ಯಮಂತ್ರಿಗಳಿಗೆ ಮನವಿ ಪತ್ರ ಸಲ್ಲಿಸಿದರು. xyxy=(50,1202,293,1258)
radio-body: ಬೆಳಿಗ್ಗೆ: 6.05 ಕನ್ನಡ ವಾರ್ತೆ, 6.20 ಗಾಂಧಿ ಸ್ಮರಣೆ, 6.30 ಚಿಂತನ, 6.35 ಮಧ್ಯ ಪ್ರಸಾರ, 7.15 ವಾರ್ತೆಗಳು, 7.45 ಪ್ರದೇಶ ಸಮಾಚಾರ, 8 ಸಂಗೀತ, 8.30 ಕೃಷಿ ರಂಗ, 9 ಕೇಳುಗರ ಆಯ್ಕೆ ಚಿತ್ರಗೀತೆ, 10 ಮಹಿಳಾ ರಂಗ, 10.30 ಯುವವಾಣಿ. ಮಧ್ಯಾಹ್ನ: 12.15 ಕೋಲ್ಮಿಂಚು, 1 ವಾರ್ತೆ, 1.30 ಸುಗಮ ಸಂಗೀತ, 2 ಮಕ್ಕಳ ಕಾರ್ಯಕ್ರಮ, 3 ಆರೋಗ್ಯ ಚಿಂತನ. ಸಂಜೆ: 4 ಪ್ರಾದೇಶಿಕ ವಾರ್ತೆ, 5 ನಾಟಕ, 6.30 ಕೃಷಿ ಕಾರ್ಯಕ್ರಮ, 7.30 ದೆಹಲಿ ವಾರ್ತೆ, 8 ಶಾಸ್ತ್ರೀಯ ಸಂಗೀತ, 9 ಚಿತ್ರಗೀತೆ, 10 ವಾರ್ತೆ. xyxy=(541,1099,765,1139)
pilgrim-kicker xyxy=(50,80,282,93)
people-row xyxy=(50,740,403,854)
cable-headline-1: ನೆಲದೊಳಗೆ ವಿದ್ಯುತ್ ಕೇಬಲ್ xyxy=(348,78,718,122)
panchanga-line-3: ಶ್ರೀ ಶಾರ್ವರಿನಾಮ ಸಂವತ್ಸರ, ದಕ್ಷಿಣಾಯನ, ಶರದೃತು, ಕಾರ್ತಿಕ ಮಾಸ, ಶುಕ್ಲ ಪಕ್ಷ, ತಿಥಿ: ಪಂಚಮಿ ನಕ್ಷತ್ರ: ಪೂರ್ವಾಷಾಢ xyxy=(316,1206,520,1222)
radio-title-bar xyxy=(541,1071,675,1085)
radio-dial xyxy=(733,1076,745,1088)
bus-body: ಮೈಸೂರು, ನ.18(ಎಸ್‌ಪಿಎನ್)- 2019-20ನೇ ಸಾಲಿನಲ್ಲಿ ಕಾಲೇಜು ವಿದ್ಯಾರ್ಥಿಗಳಿಗೆ ವಿತರಿಸಲಾಗಿರುವ ಪದವಿ, ಸ್ನಾತಕೋತ್ತರ, ಡಿಪ್ಲೊಮಾ, ತಾಂತ್ರಿಕ, ವೈದ್ಯಕೀಯ ಸೇರಿದಂತೆ ವಿದ್ಯಾರ್ಥಿಗಳ ಬಸ್‌ಪಾಸ್‌ಗಳನ್ನು ಡಿಸೆಂಬರ್ 10ರವರೆಗೂ ಮಾನ್ಯ ಮಾಡಲಾಗುವುದು ಎಂದು ಕೆಎಸ್‌ಆರ್‌ಟಿಸಿ ತಿಳಿಸಿದೆ. ರಾಜ್ಯ ಸರ್ಕಾರದ ನಿರ್ದೇಶನದಂತೆ ಕಾಲೇಜುಗಳು ಆರಂಭವಾಗಿರುವ ಹಿನ್ನೆಲೆಯಲ್ಲಿ ವಿದ್ಯಾರ್ಥಿಗಳಿಗೆ ಅನುಕೂಲವಾಗುವಂತೆ ಈ ನಿರ್ಧಾರ ಕೈಗೊಳ್ಳಲಾಗಿದೆ. ವಿದ್ಯಾರ್ಥಿಗಳು ಹಳೆಯ ಪಾಸ್ ತೋರಿಸಿ ಪ್ರಯಾಣಿಸಬಹುದು ಎಂದು ಪ್ರಕಟಣೆಯಲ್ಲಿ ತಿಳಿಸಲಾಗಿದೆ. ಹೊಸ ಪಾಸ್ ವಿತರಣೆ ಪ್ರಕ್ರಿಯೆ ಶೀಘ್ರವೇ ಆರಂಭವಾಗಲಿದೆ. xyxy=(783,142,903,230)
portrait-face xyxy=(236,500,260,530)
cable-body-right: ಪಾಲಿಕೆ ಸದಸ್ಯರು ಹಾಗೂ ಸ್ಥಳೀಯ ನಿವಾಸಿಗಳು ಕಾಮಗಾರಿ ಪರಿಶೀಲನೆ ನಡೆಸಬೇಕೆಂದು ಒತ್ತಾಯಿಸಿದ್ದಾರೆ. ಗುತ್ತಿಗೆದಾರರು ನಿಯಮ ಪಾಲನೆ ಮಾಡುತ್ತಿಲ್ಲ. ರಸ್ತೆ ಅಗೆದು ಕೇಬಲ್ ಅಳವಡಿಸಿದ ನಂತರ ಸರಿಯಾಗಿ ಮುಚ್ಚುತ್ತಿಲ್ಲ. ಇದರಿಂದ ವಾಹನ ಸವಾರರು ಸಂಕಷ್ಟ ಎದುರಿಸುತ್ತಿದ್ದಾರೆ ಎಂದು ದೂರಿದ್ದಾರೆ. xyxy=(498,340,616,388)
story-cable xyxy=(290,78,776,433)
protest-crowd xyxy=(50,1134,293,1196)
section-today xyxy=(300,1044,770,1378)
hrule-2 xyxy=(50,638,903,639)
kicker-text: ಗಂಗಾ-ಕಾವೇರಿ ನದಿಗಳ ಜೋಡಣೆಗಾಗಿ 400 ಕಿ.ಮೀ. ಕಾಲ್ನಡಿಗೆ xyxy=(54,82,197,90)
naga-body-mid: ನಾಗನಹಳ್ಳಿ ಕೃಷಿ ಸಂಶೋಧನಾ ಕೇಂದ್ರವು 1917ರಲ್ಲಿ ಆರಂಭಗೊಂಡಿದ್ದು ರೈತರಿಗೆ ನೆರವಾಗುವ ಹಲವು ಸಂಶೋಧನೆಗಳನ್ನು ನಡೆಸುತ್ತಿದೆ. ಇಲ್ಲಿ ವಿದ್ಯಾರ್ಥಿಗಳು ಹಾಗೂ ಕೃಷಿ ವಿಜ್ಞಾನಿಗಳು ಕಾರ್ಯನಿರ್ವಹಿಸುತ್ತಿದ್ದಾರೆ. ಇಂತಹ ಸ್ಥಳದ ಸಮೀಪ ಮದ್ಯದಂಗಡಿ ತೆರೆಯುವುದು ಸರಿಯಲ್ಲ ಎಂದು ಪ್ರತಿಭಟನಾಕಾರರು ತಿಳಿಸಿದರು. xyxy=(446,592,582,632)
paper-name: ಮೈಸೂರು ಮಿತ್ರ xyxy=(435,51,495,65)
today-title-bar xyxy=(301,1045,769,1067)
sci-quote-box xyxy=(288,858,403,1038)
page-label: ಪುಟ xyxy=(55,56,70,67)
crowd xyxy=(446,524,724,588)
sci-banner xyxy=(110,686,340,708)
cable-headline-2: ಅಳವಡಿಕೆ ಕಾಮಗಾರಿ ಕಳಪೆ xyxy=(364,122,702,166)
